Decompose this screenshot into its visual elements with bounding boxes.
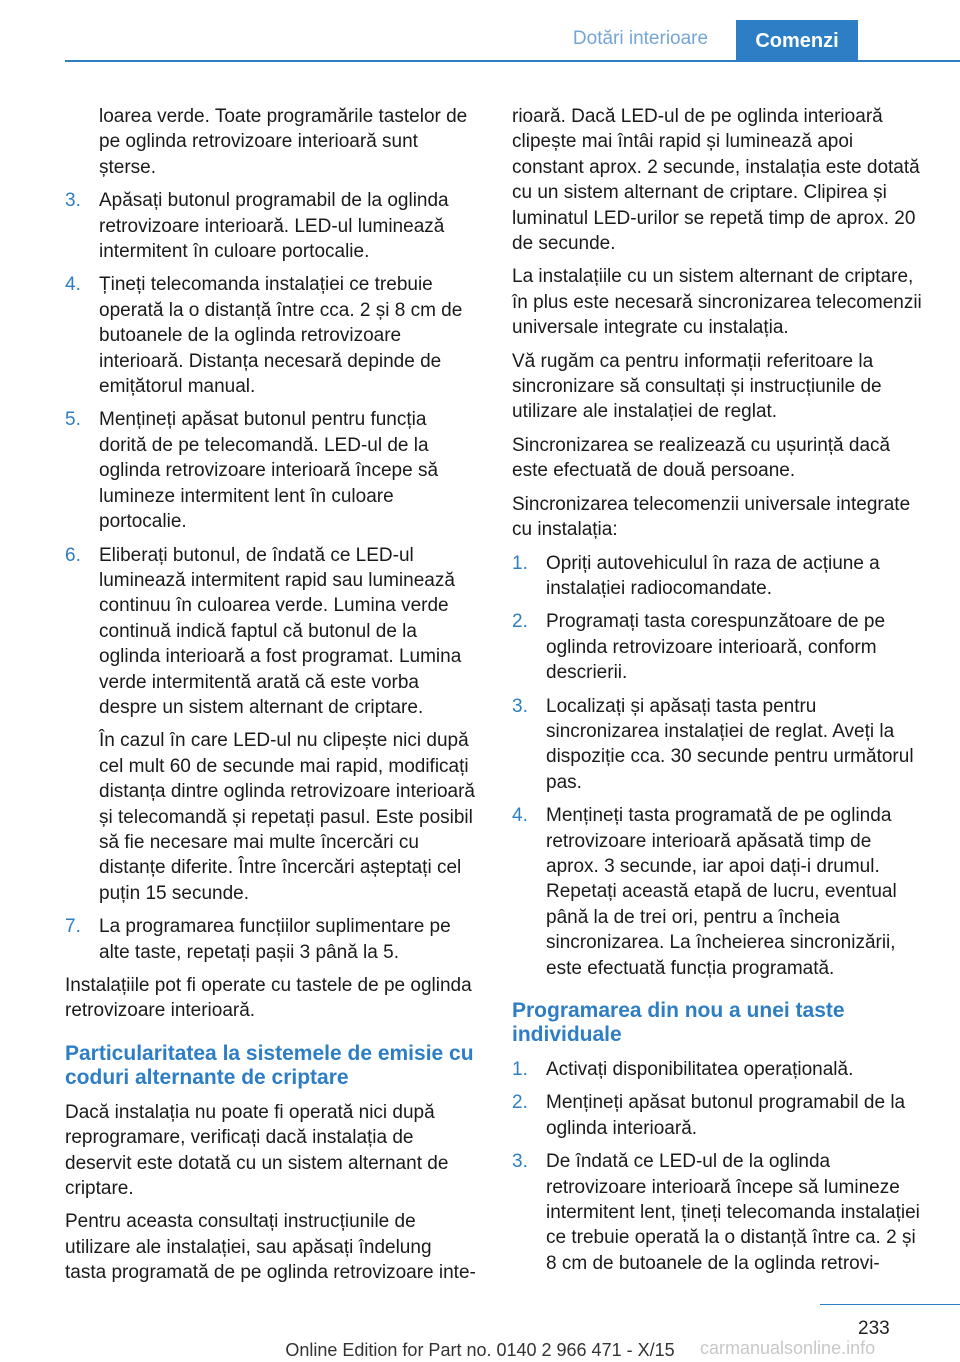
chapter-tab[interactable]: Comenzi (736, 20, 858, 62)
list-item (65, 914, 477, 965)
step-number: 1. (512, 1059, 528, 1080)
paragraph: La instalațiile cu un sistem alternant de criptare, în plus este necesară sincronizarea telecomenzii universale integrate cu instalația. (512, 266, 922, 339)
step-number: 4. (65, 274, 81, 296)
step-text: Mențineți apăsat butonul programabil de la oglinda interioară. (546, 1092, 906, 1139)
continued-text: loarea verde. Toate programările tastelor de pe oglinda retrovizoare interioară sunt șterse. (99, 106, 468, 178)
list-item (65, 188, 477, 264)
list-item (512, 551, 928, 602)
step-number: 3. (512, 695, 528, 717)
section-tab[interactable]: Dotări interioare (572, 28, 709, 49)
list-item (512, 1090, 928, 1141)
step-text: Mențineți tasta programată de pe oglinda retrovizoare interioară apăsată timp de aprox. 3 secunde, iar apoi dați-i drumul. Repetați această etapă de lucru, eventual până la de trei ori, pentru a încheia sincronizarea. La încheierea sincronizării, este efectuată funcția programată. (546, 805, 897, 979)
right-column (512, 104, 928, 1284)
step-number: 1. (512, 552, 528, 574)
list-item (512, 694, 928, 796)
step-number: 2. (512, 1092, 528, 1114)
step-number: 4. (512, 805, 528, 827)
step-text: Localizați și apăsați tasta pentru sincronizarea instalației de reglat. Aveți la dispoziție cca. 30 secunde pentru următorul pas. (546, 695, 914, 793)
left-column (65, 104, 477, 1294)
step-text: Mențineți apăsat butonul pentru funcția dorită de pe telecomandă. LED-ul de la oglinda retrovizoare interioară începe să lumineze intermitent lent în culoare portocalie. (99, 409, 439, 533)
step-number: 2. (512, 611, 528, 633)
list-item (512, 1057, 928, 1082)
paragraph: Sincronizarea se realizează cu ușurință dacă este efectuată de două persoane. (512, 434, 891, 482)
paragraph: Sincronizarea telecomenzii universale integrate cu instalația: (512, 493, 911, 541)
paragraph: rioară. Dacă LED-ul de pe oglinda interioară clipește mai întâi rapid și luminează apoi constant aprox. 2 secunde, instalația este dotată cu un sistem alternant de criptare. Clipirea și luminatul LED-urilor se repetă timp de aprox. 20 de secunde. (512, 106, 920, 255)
list-item (512, 803, 928, 981)
header-rule (65, 60, 960, 62)
paragraph: Pentru aceasta consultați instrucțiunile de utilizare ale instalației, sau apăsați îndelung tasta programată de pe oglinda retrovizoare inte- (65, 1211, 476, 1284)
list-item (65, 543, 477, 907)
step-note: În cazul în care LED-ul nu clipește nici după cel mult 60 de secunde mai rapid, modificați distanța dintre oglinda retrovizoare interioară și telecomandă și repetați pasul. Este posibil să fie necesare mai multe încercări cu distanțe diferite. Între încercări așteptați cel puțin 15 secunde. (99, 730, 475, 904)
step-number: 3. (512, 1151, 528, 1173)
step-text: Activați disponibilitatea operațională. (546, 1059, 854, 1080)
paragraph: Instalațiile pot fi operate cu tastele de pe oglinda retrovizoare interioară. (65, 975, 472, 1022)
edition-footer: Online Edition for Part no. 0140 2 966 471 - X/15 (285, 1340, 675, 1360)
section-heading: Programarea din nou a unei taste individuale (512, 999, 845, 1046)
step-text: Opriți autovehiculul în raza de acțiune a instalației radiocomandate. (546, 552, 880, 599)
paragraph: Vă rugăm ca pentru informații referitoare la sincronizare să consultați și instrucțiunile de utilizare ale instalației de reglat. (512, 350, 882, 423)
paragraph: Dacă instalația nu poate fi operată nici după reprogramare, verificați dacă instalația de deservit este dotată cu un sistem alternant de criptare. (65, 1101, 449, 1200)
section-heading: Particularitatea la sistemele de emisie cu coduri alternante de criptare (65, 1041, 474, 1089)
watermark: carmanualsonline.info (700, 1338, 876, 1358)
list-item (512, 609, 928, 685)
step-number: 7. (65, 916, 81, 938)
step-text: De îndată ce LED-ul de la oglinda retrovizoare interioară începe să lumineze intermitent lent, țineți telecomanda instalației ce trebuie operată la o distanță între ca. 2 și 8 cm de butoanele de la oglinda retrovi- (546, 1151, 920, 1274)
step-text: La programarea funcțiilor suplimentare pe alte taste, repetați pașii 3 până la 5. (99, 916, 451, 963)
list-item (512, 1149, 928, 1276)
step-text: Programați tasta corespunzătoare de pe oglinda retrovizoare interioară, conform descrierii. (546, 611, 886, 684)
step-text: Apăsați butonul programabil de la oglinda retrovizoare interioară. LED-ul luminează intermitent în culoare portocalie. (99, 190, 449, 263)
step-text: Eliberați butonul, de îndată ce LED-ul luminează intermitent rapid sau luminează continuu în culoarea verde. Lumina verde continuă indică faptul că butonul de la oglinda interioară a fost programat. Lumina verde intermitentă arată că este vorba despre un sistem alternant de criptare. (99, 544, 462, 718)
list-item (65, 272, 477, 399)
step-number: 3. (65, 190, 81, 212)
footer-rule (820, 1304, 960, 1305)
step-number: 5. (65, 409, 81, 431)
step-number: 6. (65, 544, 81, 566)
page-number: 233 (858, 1318, 890, 1339)
step-text: Țineți telecomanda instalației ce trebuie operată la o distanță între cca. 2 și 8 cm de butoanele de la oglinda retrovizoare interioară. Distanța necesară depinde de emițătorul manual. (99, 274, 463, 398)
list-item (65, 407, 477, 534)
